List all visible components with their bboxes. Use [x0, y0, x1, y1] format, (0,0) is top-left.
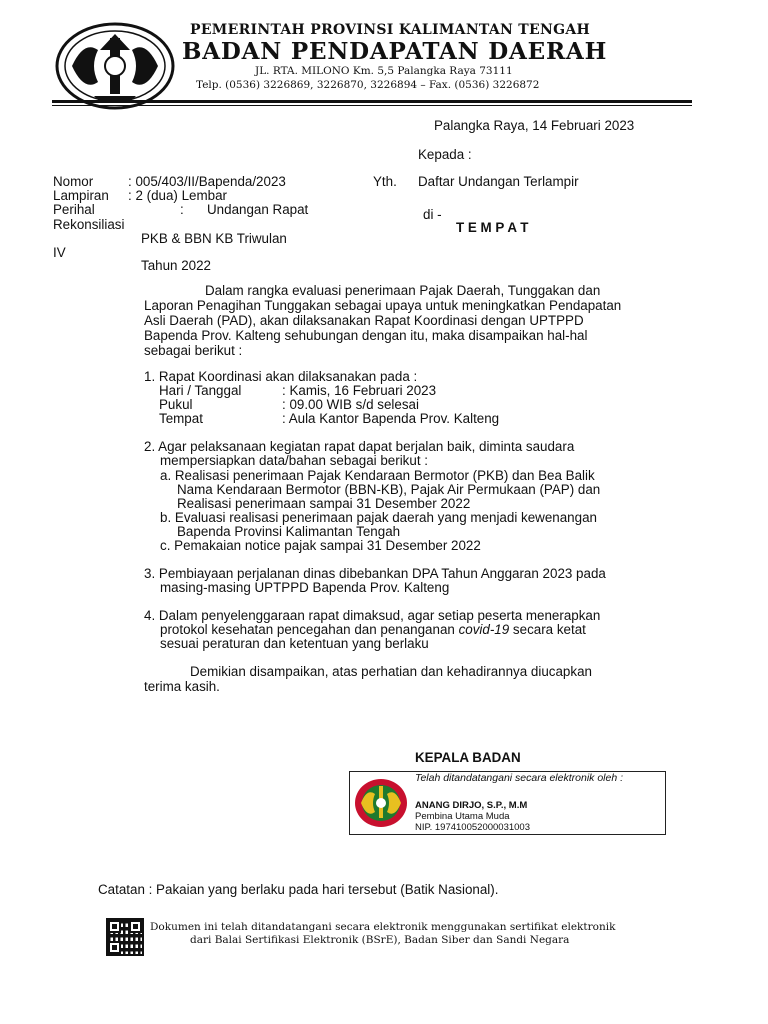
perihal-label: Perihal — [53, 202, 95, 217]
nomor-label: Nomor — [53, 174, 94, 189]
point-4: 4. Dalam penyelenggaraan rapat dimaksud, agar setiap peserta menerapkan — [144, 608, 601, 623]
letterhead-emblem-icon — [54, 20, 176, 112]
intro-line: sebagai berikut : — [144, 343, 243, 358]
letterhead-rule-thin — [52, 105, 692, 106]
catatan: Catatan : Pakaian yang berlaku pada hari tersebut (Batik Nasional). — [98, 882, 499, 897]
perihal-line-3: Tahun 2022 — [141, 258, 211, 273]
tempat-label: Tempat — [159, 411, 203, 426]
nomor-value: : 005/403/II/Bapenda/2023 — [128, 174, 286, 189]
signer-nip: NIP. 197410052000031003 — [415, 822, 530, 833]
signature-note: Telah ditandatangani secara elektronik oleh : — [415, 772, 624, 784]
intro-line: Asli Daerah (PAD), akan dilaksanakan Rapat Koordinasi dengan UPTPPD — [144, 313, 584, 328]
point-4-line — [160, 622, 586, 637]
point-2a: a. Realisasi penerimaan Pajak Kendaraan Bermotor (PKB) dan Bea Balik — [160, 468, 595, 483]
recipient-di: di - — [423, 207, 442, 222]
closing-line: terima kasih. — [144, 679, 220, 694]
footer-line-1: Dokumen ini telah ditandatangani secara elektronik menggunakan sertifikat elektronik — [150, 921, 616, 933]
point-2b: b. Evaluasi realisasi penerimaan pajak daerah yang menjadi kewenangan — [160, 510, 597, 525]
perihal-colon: : — [180, 202, 184, 217]
signature-emblem-icon — [353, 776, 409, 830]
letterhead-government: PEMERINTAH PROVINSI KALIMANTAN TENGAH — [190, 22, 591, 38]
recipient-kepada: Kepada : — [418, 147, 472, 162]
hari-value: : Kamis, 16 Februari 2023 — [282, 383, 437, 398]
point-2c: c. Pemakaian notice pajak sampai 31 Desember 2022 — [160, 538, 481, 553]
point-4-line: sesuai peraturan dan ketentuan yang berlaku — [160, 636, 429, 651]
point-2-line: mempersiapkan data/bahan sebagai berikut : — [160, 453, 428, 468]
footer-line-2: dari Balai Sertifikasi Elektronik (BSrE), Badan Siber dan Sandi Negara — [190, 934, 570, 946]
pukul-label: Pukul — [159, 397, 193, 412]
recipient-name: Daftar Undangan Terlampir — [418, 174, 579, 189]
intro-line: Dalam rangka evaluasi penerimaan Pajak Daerah, Tunggakan dan — [205, 283, 601, 298]
letterhead-address: JL. RTA. MILONO Km. 5,5 Palangka Raya 73111 — [255, 65, 513, 77]
tempat-value: : Aula Kantor Bapenda Prov. Kalteng — [282, 411, 500, 426]
intro-line: Laporan Penagihan Tunggakan sebagai upaya untuk meningkatkan Pendapatan — [144, 298, 622, 313]
point-2a-line: Nama Kendaraan Bermotor (BBN-KB), Pajak Air Permukaan (PAP) dan — [177, 482, 601, 497]
letterhead-phone: Telp. (0536) 3226869, 3226870, 3226894 – Fax. (0536) 3226872 — [196, 79, 540, 91]
lampiran-label: Lampiran — [53, 188, 109, 203]
closing-line: Demikian disampaikan, atas perhatian dan kehadirannya diucapkan — [190, 664, 592, 679]
perihal-line-2: PKB & BBN KB Triwulan — [141, 231, 287, 246]
pukul-value: : 09.00 WIB s/d selesai — [282, 397, 419, 412]
point-4-text: secara ketat — [509, 622, 586, 637]
point-3-line: masing-masing UPTPPD Bapenda Prov. Kalteng — [160, 580, 450, 595]
recipient-yth: Yth. — [373, 174, 397, 189]
lampiran-value: : 2 (dua) Lembar — [128, 188, 227, 203]
point-2a-line: Realisasi penerimaan sampai 31 Desember 2022 — [177, 496, 471, 511]
covid-italic: covid-19 — [458, 622, 510, 637]
letterhead-agency: BADAN PENDAPATAN DAERAH — [182, 38, 608, 65]
signature-title: KEPALA BADAN — [415, 750, 521, 765]
point-3: 3. Pembiayaan perjalanan dinas dibebankan DPA Tahun Anggaran 2023 pada — [144, 566, 606, 581]
signer-rank: Pembina Utama Muda — [415, 811, 510, 822]
perihal-line-1: Undangan Rapat — [207, 202, 309, 217]
recipient-tempat: T E M P A T — [456, 220, 529, 235]
point-1: 1. Rapat Koordinasi akan dilaksanakan pada : — [144, 369, 418, 384]
point-4-text: protokol kesehatan pencegahan dan penanganan — [160, 622, 459, 637]
point-2b-line: Bapenda Provinsi Kalimantan Tengah — [177, 524, 401, 539]
intro-line: Bapenda Prov. Kalteng sehubungan dengan itu, maka disampaikan hal-hal — [144, 328, 588, 343]
perihal-line-1b: Rekonsiliasi — [53, 217, 125, 232]
place-date: Palangka Raya, 14 Februari 2023 — [434, 118, 635, 133]
signer-name: ANANG DIRJO, S.P., M.M — [415, 800, 528, 811]
perihal-line-2b: IV — [53, 245, 66, 260]
qr-code-icon — [106, 918, 144, 956]
hari-label: Hari / Tanggal — [159, 383, 242, 398]
point-2: 2. Agar pelaksanaan kegiatan rapat dapat berjalan baik, diminta saudara — [144, 439, 575, 454]
letterhead-rule-thick — [52, 100, 692, 103]
